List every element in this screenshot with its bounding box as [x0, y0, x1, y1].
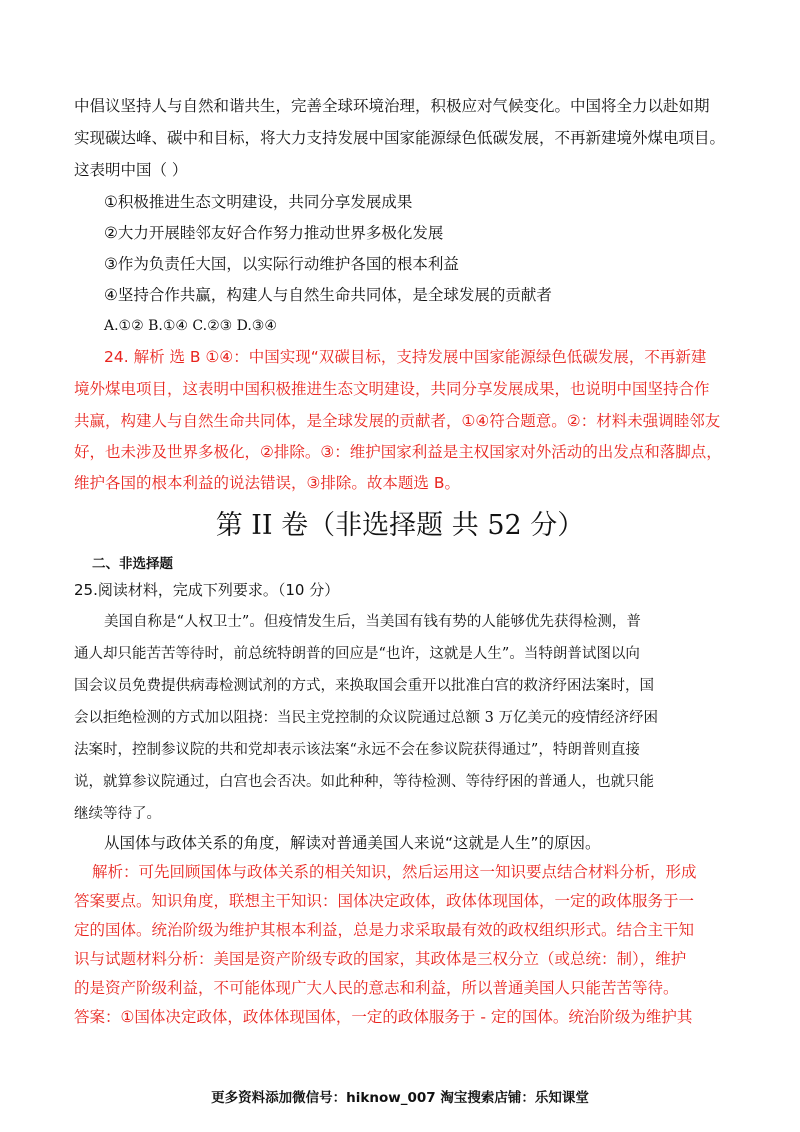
q24-stem-line-2: 实现碳达峰、碳中和目标，将大力支持发展中国家能源绿色低碳发展，不再新建境外煤电项目。	[74, 129, 726, 147]
q25-material-line-6: 说，就算参议院通过，白宫也会否决。如此种种，等待检测、等待纾困的普通人，也就只能	[74, 774, 654, 790]
q25-material-line-3: 国会议员免费提供病毒检测试剂的方式，来换取国会重开以批准白宫的救济纾困法案时，国	[74, 678, 654, 694]
q24-analysis-line-3: 共赢，构建人与自然生命共同体，是全球发展的贡献者，①④符合题意。②：材料未强调睦邻友	[74, 412, 721, 430]
q25-prompt: 25.阅读材料，完成下列要求。（10 分）	[74, 581, 340, 599]
q24-option-1: ①积极推进生态文明建设，共同分享发展成果	[104, 193, 413, 211]
q24-analysis-line-1: 24. 解析 选 B ①④：中国实现“双碳目标，支持发展中国家能源绿色低碳发展，不再新建	[104, 348, 707, 366]
q24-option-3: ③作为负责任大国，以实际行动维护各国的根本利益	[104, 255, 459, 273]
page-footer: 更多资料添加微信号：hiknow_007 淘宝搜索店铺：乐知课堂	[211, 1090, 589, 1106]
q24-option-2: ②大力开展睦邻友好合作努力推动世界多极化发展	[104, 224, 444, 242]
q25-material-line-2: 通人却只能苦苦等待时，前总统特朗普的回应是“也许，这就是人生”。当特朗普试图以向	[74, 646, 640, 662]
q25-analysis-line-5: 的是资产阶级利益，不可能体现广大人民的意志和利益，所以普通美国人只能苦苦等待。	[74, 979, 679, 997]
q25-material-line-4: 会以拒绝检测的方式加以阻挠：当民主党控制的众议院通过总额 3 万亿美元的疫情经济纾困	[74, 710, 658, 726]
q24-stem-line-3: 这表明中国（ ）	[74, 161, 188, 179]
q25-material-line-7: 继续等待了。	[74, 806, 161, 822]
q24-analysis-line-4: 好，也未涉及世界多极化，②排除。③：维护国家利益是主权国家对外活动的出发点和落脚点，	[74, 443, 722, 461]
q25-analysis-line-3: 定的国体。统治阶级为维护其根本利益，总是力求采取最有效的政权组织形式。结合主干知	[74, 921, 695, 939]
q25-analysis-line-1: 解析：可先回顾国体与政体关系的相关知识，然后运用这一知识要点结合材料分析，形成	[92, 863, 697, 881]
q25-analysis-line-2: 答案要点。知识角度，联想主干知识：国体决定政体，政体体现国体，一定的政体服务于一	[74, 892, 695, 910]
q24-analysis-line-2: 境外煤电项目，这表明中国积极推进生态文明建设，共同分享发展成果，也说明中国坚持合作	[74, 380, 710, 398]
q25-answer-line-1: 答案：①国体决定政体，政体体现国体，一定的政体服务于 - 定的国体。统治阶级为维护其	[74, 1008, 693, 1026]
q25-material-line-5: 法案时，控制参议院的共和党却表示该法案“永远不会在参议院获得通过”，特朗普则直接	[74, 742, 640, 758]
q24-option-4: ④坚持合作共赢，构建人与自然生命共同体，是全球发展的贡献者	[104, 286, 552, 304]
q24-choices: A.①② B.①④ C.②③ D.③④	[104, 318, 277, 334]
q24-stem-line-1: 中倡议坚持人与自然和谐共生，完善全球环境治理，积极应对气候变化。中国将全力以赴如期	[74, 97, 710, 115]
q25-requirement: 从国体与政体关系的角度，解读对普通美国人来说“这就是人生”的原因。	[104, 834, 601, 852]
q25-material-line-1: 美国自称是“人权卫士”。但疫情发生后，当美国有钱有势的人能够优先获得检测，普	[104, 614, 641, 630]
q25-analysis-line-4: 识与试题材料分析：美国是资产阶级专政的国家，其政体是三权分立（或总统：制），维护	[74, 950, 687, 968]
section-title: 第 II 卷（非选择题 共 52 分）	[215, 510, 585, 541]
q24-analysis-line-5: 维护各国的根本利益的说法错误，③排除。故本题选 B。	[74, 474, 460, 492]
section-heading: 二、非选择题	[92, 556, 173, 572]
